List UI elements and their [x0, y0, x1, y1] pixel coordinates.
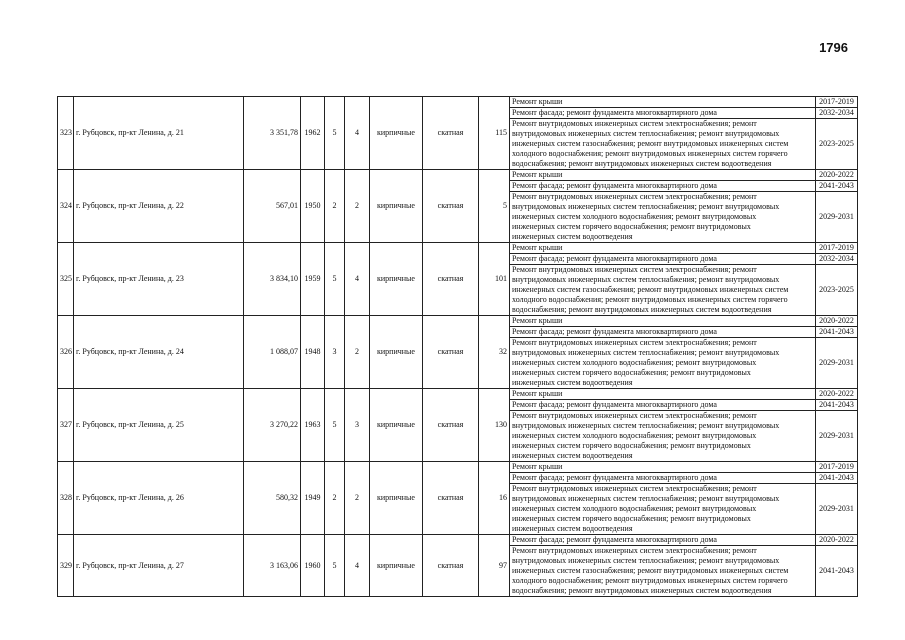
work-line: Ремонт внутридомовых инженерных систем электроснабжения; ремонт [512, 119, 757, 128]
wall-material-cell: кирпичные [370, 535, 423, 597]
work-type-cell [510, 535, 816, 546]
work-line: инженерных систем водоотведения [512, 451, 633, 460]
apartments-cell: 130 [479, 389, 510, 462]
work-line: инженерных систем горячего водоснабжения; ремонт внутридомовых [512, 441, 751, 450]
area-cell: 3 351,78 [244, 97, 301, 170]
work-line: Ремонт фасада; ремонт фундамента многоквартирного дома [512, 400, 717, 409]
work-type-cell [510, 546, 816, 597]
work-line: инженерных систем водоотведения [512, 378, 633, 387]
period-cell: 2017-2019 [816, 97, 858, 108]
work-line: инженерных систем холодного водоснабжения; ремонт внутридомовых [512, 358, 757, 367]
period-cell: 2041-2043 [816, 327, 858, 338]
period-cell: 2020-2022 [816, 535, 858, 546]
work-line: Ремонт крыши [512, 243, 563, 252]
work-type-cell [510, 389, 816, 400]
work-line: Ремонт внутридомовых инженерных систем электроснабжения; ремонт [512, 411, 757, 420]
work-type-cell [510, 108, 816, 119]
work-type-cell [510, 265, 816, 316]
roof-type-cell: скатная [423, 316, 479, 389]
work-line: инженерных систем горячего водоснабжения; ремонт внутридомовых [512, 514, 751, 523]
roof-type-cell: скатная [423, 170, 479, 243]
year-cell: 1949 [301, 462, 325, 535]
work-line: Ремонт фасада; ремонт фундамента многоквартирного дома [512, 181, 717, 190]
work-line: Ремонт внутридомовых инженерных систем электроснабжения; ремонт [512, 192, 757, 201]
period-cell: 2041-2043 [816, 181, 858, 192]
table-row [58, 462, 858, 473]
work-line: Ремонт крыши [512, 389, 563, 398]
row-number: 328 [58, 462, 74, 535]
floors-cell: 2 [325, 462, 345, 535]
work-type-cell [510, 484, 816, 535]
period-cell: 2032-2034 [816, 254, 858, 265]
work-type-cell [510, 338, 816, 389]
apartments-cell: 16 [479, 462, 510, 535]
work-line: Ремонт внутридомовых инженерных систем электроснабжения; ремонт [512, 338, 757, 347]
table-row [58, 316, 858, 327]
address-cell: г. Рубцовск, пр-кт Ленина, д. 23 [74, 243, 244, 316]
work-line: Ремонт фасада; ремонт фундамента многоквартирного дома [512, 108, 717, 117]
page-number: 1796 [819, 40, 848, 55]
work-type-cell [510, 170, 816, 181]
work-line: холодного водоснабжения; ремонт внутридомовых инженерных систем горячего [512, 576, 788, 585]
row-number: 326 [58, 316, 74, 389]
roof-type-cell: скатная [423, 462, 479, 535]
work-line: внутридомовых инженерных систем теплоснабжения; ремонт внутридомовых [512, 421, 780, 430]
row-number: 324 [58, 170, 74, 243]
roof-type-cell: скатная [423, 389, 479, 462]
apartments-cell: 32 [479, 316, 510, 389]
table-row [58, 535, 858, 546]
work-line: внутридомовых инженерных систем теплоснабжения; ремонт внутридомовых [512, 348, 780, 357]
apartments-cell: 101 [479, 243, 510, 316]
year-cell: 1963 [301, 389, 325, 462]
work-type-cell [510, 243, 816, 254]
row-number: 327 [58, 389, 74, 462]
work-line: инженерных систем горячего водоснабжения; ремонт внутридомовых [512, 368, 751, 377]
work-type-cell [510, 462, 816, 473]
wall-material-cell: кирпичные [370, 462, 423, 535]
entrances-cell: 2 [345, 170, 370, 243]
work-type-cell [510, 316, 816, 327]
address-cell: г. Рубцовск, пр-кт Ленина, д. 22 [74, 170, 244, 243]
period-cell: 2020-2022 [816, 316, 858, 327]
repair-schedule-table [57, 96, 858, 597]
work-line: холодного водоснабжения; ремонт внутридомовых инженерных систем горячего [512, 295, 788, 304]
period-cell: 2029-2031 [816, 484, 858, 535]
work-type-cell [510, 119, 816, 170]
work-type-cell [510, 473, 816, 484]
year-cell: 1948 [301, 316, 325, 389]
floors-cell: 2 [325, 170, 345, 243]
work-type-cell [510, 400, 816, 411]
work-line: водоснабжения; ремонт внутридомовых инженерных систем водоотведения [512, 586, 772, 595]
work-line: внутридомовых инженерных систем теплоснабжения; ремонт внутридомовых [512, 556, 780, 565]
period-cell: 2041-2043 [816, 400, 858, 411]
work-line: внутридомовых инженерных систем теплоснабжения; ремонт внутридомовых [512, 129, 780, 138]
period-cell: 2029-2031 [816, 338, 858, 389]
entrances-cell: 2 [345, 316, 370, 389]
work-line: Ремонт крыши [512, 170, 563, 179]
work-type-cell [510, 97, 816, 108]
period-cell: 2023-2025 [816, 265, 858, 316]
roof-type-cell: скатная [423, 243, 479, 316]
entrances-cell: 4 [345, 243, 370, 316]
work-line: холодного водоснабжения; ремонт внутридомовых инженерных систем горячего [512, 149, 788, 158]
period-cell: 2041-2043 [816, 546, 858, 597]
table-row [58, 243, 858, 254]
floors-cell: 5 [325, 97, 345, 170]
year-cell: 1962 [301, 97, 325, 170]
entrances-cell: 4 [345, 97, 370, 170]
work-line: Ремонт фасада; ремонт фундамента многоквартирного дома [512, 535, 717, 544]
work-line: водоснабжения; ремонт внутридомовых инженерных систем водоотведения [512, 305, 772, 314]
period-cell: 2029-2031 [816, 411, 858, 462]
wall-material-cell: кирпичные [370, 170, 423, 243]
work-line: инженерных систем холодного водоснабжения; ремонт внутридомовых [512, 212, 757, 221]
entrances-cell: 2 [345, 462, 370, 535]
work-line: Ремонт крыши [512, 462, 563, 471]
work-type-cell [510, 254, 816, 265]
work-line: инженерных систем горячего водоснабжения; ремонт внутридомовых [512, 222, 751, 231]
entrances-cell: 3 [345, 389, 370, 462]
apartments-cell: 115 [479, 97, 510, 170]
period-cell: 2032-2034 [816, 108, 858, 119]
floors-cell: 3 [325, 316, 345, 389]
wall-material-cell: кирпичные [370, 243, 423, 316]
period-cell: 2020-2022 [816, 170, 858, 181]
apartments-cell: 5 [479, 170, 510, 243]
apartments-cell: 97 [479, 535, 510, 597]
area-cell: 3 270,22 [244, 389, 301, 462]
area-cell: 3 834,10 [244, 243, 301, 316]
work-type-cell [510, 181, 816, 192]
work-line: Ремонт фасада; ремонт фундамента многоквартирного дома [512, 254, 717, 263]
year-cell: 1959 [301, 243, 325, 316]
table-row [58, 170, 858, 181]
address-cell: г. Рубцовск, пр-кт Ленина, д. 26 [74, 462, 244, 535]
area-cell: 3 163,06 [244, 535, 301, 597]
row-number: 323 [58, 97, 74, 170]
work-line: инженерных систем газоснабжения; ремонт внутридомовых инженерных систем [512, 566, 789, 575]
period-cell: 2029-2031 [816, 192, 858, 243]
work-line: инженерных систем газоснабжения; ремонт внутридомовых инженерных систем [512, 139, 789, 148]
address-cell: г. Рубцовск, пр-кт Ленина, д. 25 [74, 389, 244, 462]
work-line: Ремонт внутридомовых инженерных систем электроснабжения; ремонт [512, 484, 757, 493]
work-line: Ремонт крыши [512, 316, 563, 325]
work-line: Ремонт внутридомовых инженерных систем электроснабжения; ремонт [512, 265, 757, 274]
period-cell: 2023-2025 [816, 119, 858, 170]
year-cell: 1950 [301, 170, 325, 243]
work-line: внутридомовых инженерных систем теплоснабжения; ремонт внутридомовых [512, 202, 780, 211]
work-type-cell [510, 411, 816, 462]
work-line: Ремонт фасада; ремонт фундамента многоквартирного дома [512, 327, 717, 336]
work-line: инженерных систем газоснабжения; ремонт внутридомовых инженерных систем [512, 285, 789, 294]
table-row [58, 97, 858, 108]
area-cell: 1 088,07 [244, 316, 301, 389]
roof-type-cell: скатная [423, 97, 479, 170]
address-cell: г. Рубцовск, пр-кт Ленина, д. 24 [74, 316, 244, 389]
work-type-cell [510, 327, 816, 338]
floors-cell: 5 [325, 243, 345, 316]
period-cell: 2020-2022 [816, 389, 858, 400]
period-cell: 2041-2043 [816, 473, 858, 484]
work-line: внутридомовых инженерных систем теплоснабжения; ремонт внутридомовых [512, 494, 780, 503]
roof-type-cell: скатная [423, 535, 479, 597]
work-line: инженерных систем водоотведения [512, 524, 633, 533]
work-line: внутридомовых инженерных систем теплоснабжения; ремонт внутридомовых [512, 275, 780, 284]
address-cell: г. Рубцовск, пр-кт Ленина, д. 21 [74, 97, 244, 170]
wall-material-cell: кирпичные [370, 389, 423, 462]
period-cell: 2017-2019 [816, 462, 858, 473]
table-body [58, 97, 858, 597]
work-line: Ремонт крыши [512, 97, 563, 106]
period-cell: 2017-2019 [816, 243, 858, 254]
entrances-cell: 4 [345, 535, 370, 597]
year-cell: 1960 [301, 535, 325, 597]
area-cell: 580,32 [244, 462, 301, 535]
floors-cell: 5 [325, 535, 345, 597]
table-row [58, 389, 858, 400]
wall-material-cell: кирпичные [370, 316, 423, 389]
work-line: Ремонт фасада; ремонт фундамента многоквартирного дома [512, 473, 717, 482]
work-line: инженерных систем холодного водоснабжения; ремонт внутридомовых [512, 431, 757, 440]
work-line: инженерных систем холодного водоснабжения; ремонт внутридомовых [512, 504, 757, 513]
row-number: 329 [58, 535, 74, 597]
work-line: инженерных систем водоотведения [512, 232, 633, 241]
work-line: Ремонт внутридомовых инженерных систем электроснабжения; ремонт [512, 546, 757, 555]
area-cell: 567,01 [244, 170, 301, 243]
work-type-cell [510, 192, 816, 243]
row-number: 325 [58, 243, 74, 316]
address-cell: г. Рубцовск, пр-кт Ленина, д. 27 [74, 535, 244, 597]
wall-material-cell: кирпичные [370, 97, 423, 170]
work-line: водоснабжения; ремонт внутридомовых инженерных систем водоотведения [512, 159, 772, 168]
floors-cell: 5 [325, 389, 345, 462]
